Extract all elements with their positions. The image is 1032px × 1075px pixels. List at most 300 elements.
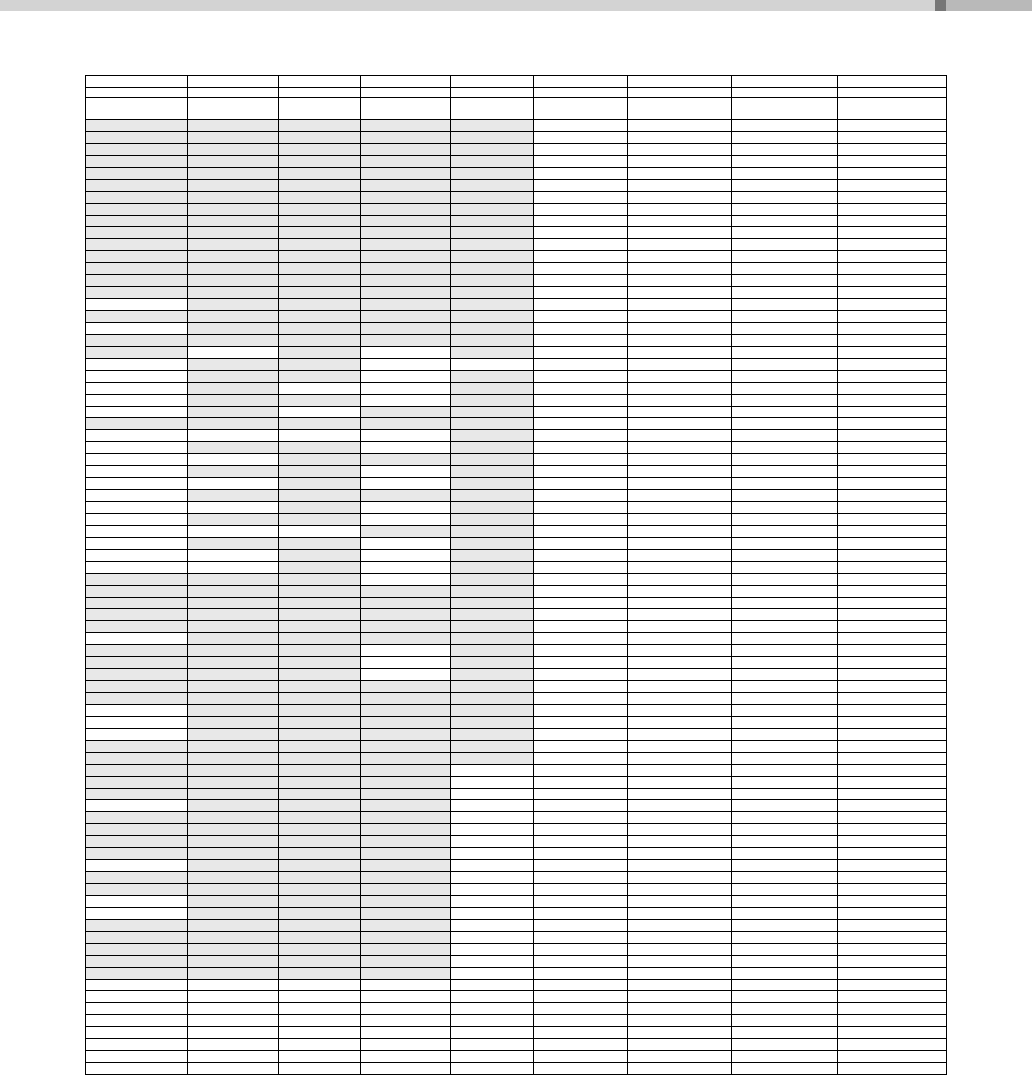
- table-cell: [86, 311, 188, 323]
- table-cell: [732, 120, 838, 132]
- table-cell: [732, 895, 838, 907]
- table-cell: [361, 1003, 451, 1015]
- table-cell: [279, 131, 361, 143]
- table-cell: [188, 227, 279, 239]
- table-cell: [628, 716, 732, 728]
- table-cell: [279, 860, 361, 872]
- table-cell: [534, 466, 628, 478]
- table-cell: [451, 943, 534, 955]
- table-cell: [838, 633, 947, 645]
- table-cell: [732, 681, 838, 693]
- table-cell: [279, 561, 361, 573]
- table-cell: [279, 967, 361, 979]
- table-cell: [628, 394, 732, 406]
- table-row: [86, 597, 947, 609]
- table-cell: [628, 76, 732, 88]
- table-cell: [86, 1051, 188, 1063]
- table-cell: [628, 311, 732, 323]
- table-cell: [838, 621, 947, 633]
- table-cell: [279, 740, 361, 752]
- table-cell: [838, 299, 947, 311]
- table-cell: [451, 513, 534, 525]
- table-cell: [732, 872, 838, 884]
- table-row: [86, 621, 947, 633]
- table-cell: [279, 1027, 361, 1039]
- table-header-cell: [361, 98, 451, 120]
- table-cell: [188, 1015, 279, 1027]
- table-cell: [838, 430, 947, 442]
- table-cell: [279, 263, 361, 275]
- table-cell: [451, 884, 534, 896]
- table-cell: [628, 585, 732, 597]
- table-cell: [732, 1003, 838, 1015]
- table-cell: [451, 824, 534, 836]
- table-cell: [534, 704, 628, 716]
- table-cell: [86, 370, 188, 382]
- table-cell: [451, 549, 534, 561]
- table-row: [86, 537, 947, 549]
- table-cell: [188, 728, 279, 740]
- table-cell: [628, 860, 732, 872]
- table-row: [86, 549, 947, 561]
- table-cell: [86, 358, 188, 370]
- table-cell: [838, 884, 947, 896]
- table-row: [86, 251, 947, 263]
- table-cell: [534, 967, 628, 979]
- table-cell: [628, 836, 732, 848]
- table-cell: [361, 76, 451, 88]
- table-cell: [732, 358, 838, 370]
- table-row: [86, 573, 947, 585]
- table-cell: [451, 382, 534, 394]
- table-cell: [361, 549, 451, 561]
- table-cell: [86, 860, 188, 872]
- table-cell: [451, 860, 534, 872]
- table-cell: [838, 728, 947, 740]
- table-cell: [838, 537, 947, 549]
- table-cell: [361, 418, 451, 430]
- table-cell: [361, 155, 451, 167]
- table-cell: [86, 788, 188, 800]
- table-cell: [534, 120, 628, 132]
- table-cell: [451, 991, 534, 1003]
- table-cell: [838, 358, 947, 370]
- table-cell: [838, 334, 947, 346]
- table-cell: [279, 358, 361, 370]
- table-cell: [279, 645, 361, 657]
- table-cell: [361, 716, 451, 728]
- table-cell: [628, 728, 732, 740]
- table-cell: [534, 418, 628, 430]
- table-cell: [838, 322, 947, 334]
- table-cell: [188, 597, 279, 609]
- table-cell: [732, 251, 838, 263]
- table-cell: [86, 764, 188, 776]
- table-cell: [732, 561, 838, 573]
- table-cell: [279, 215, 361, 227]
- table-cell: [279, 872, 361, 884]
- table-cell: [732, 704, 838, 716]
- table-cell: [534, 872, 628, 884]
- table-cell: [628, 502, 732, 514]
- table-cell: [732, 513, 838, 525]
- table-cell: [279, 597, 361, 609]
- table-cell: [361, 967, 451, 979]
- table-cell: [628, 513, 732, 525]
- top-bar-tab-marker: [935, 0, 946, 11]
- table-cell: [451, 585, 534, 597]
- table-cell: [361, 704, 451, 716]
- table-row: [86, 752, 947, 764]
- table-cell: [628, 824, 732, 836]
- table-cell: [628, 179, 732, 191]
- table-cell: [628, 334, 732, 346]
- table-cell: [451, 681, 534, 693]
- table-cell: [732, 406, 838, 418]
- table-cell: [279, 466, 361, 478]
- table-cell: [86, 979, 188, 991]
- table-cell: [451, 872, 534, 884]
- table-cell: [732, 633, 838, 645]
- table-cell: [451, 728, 534, 740]
- table-cell: [451, 645, 534, 657]
- table-cell: [451, 848, 534, 860]
- table-row: [86, 299, 947, 311]
- table-cell: [361, 740, 451, 752]
- table-cell: [732, 88, 838, 98]
- table-cell: [628, 669, 732, 681]
- table-cell: [361, 311, 451, 323]
- table-cell: [188, 931, 279, 943]
- table-cell: [628, 561, 732, 573]
- table-cell: [361, 1063, 451, 1075]
- table-cell: [628, 573, 732, 585]
- table-cell: [188, 155, 279, 167]
- table-row: [86, 967, 947, 979]
- table-cell: [86, 334, 188, 346]
- table-cell: [188, 657, 279, 669]
- table-cell: [451, 88, 534, 98]
- table-cell: [188, 609, 279, 621]
- table-cell: [838, 991, 947, 1003]
- table-cell: [86, 466, 188, 478]
- table-cell: [628, 167, 732, 179]
- table-row: [86, 430, 947, 442]
- table-cell: [188, 251, 279, 263]
- table-cell: [534, 143, 628, 155]
- table-cell: [188, 884, 279, 896]
- table-cell: [732, 848, 838, 860]
- table-cell: [279, 275, 361, 287]
- table-cell: [451, 346, 534, 358]
- table-cell: [838, 466, 947, 478]
- table-row: [86, 513, 947, 525]
- table-cell: [188, 848, 279, 860]
- table-cell: [732, 621, 838, 633]
- table-cell: [451, 143, 534, 155]
- table-cell: [279, 979, 361, 991]
- table-cell: [86, 800, 188, 812]
- table-cell: [451, 776, 534, 788]
- table-cell: [86, 525, 188, 537]
- table-cell: [628, 131, 732, 143]
- table-row: [86, 872, 947, 884]
- table-cell: [188, 836, 279, 848]
- table-cell: [361, 1015, 451, 1027]
- table-cell: [628, 358, 732, 370]
- table-cell: [628, 657, 732, 669]
- table-cell: [361, 275, 451, 287]
- table-cell: [86, 752, 188, 764]
- table-cell: [279, 513, 361, 525]
- table-cell: [732, 466, 838, 478]
- table-cell: [86, 1039, 188, 1051]
- table-cell: [628, 633, 732, 645]
- table-cell: [534, 227, 628, 239]
- table-cell: [188, 442, 279, 454]
- table-cell: [838, 776, 947, 788]
- table-cell: [534, 645, 628, 657]
- table-cell: [451, 907, 534, 919]
- table-cell: [361, 669, 451, 681]
- table-cell: [628, 263, 732, 275]
- table-cell: [451, 167, 534, 179]
- table-cell: [838, 1027, 947, 1039]
- table-cell: [628, 609, 732, 621]
- table-cell: [534, 919, 628, 931]
- table-cell: [188, 346, 279, 358]
- table-cell: [451, 454, 534, 466]
- table-cell: [534, 943, 628, 955]
- table-cell: [361, 561, 451, 573]
- table-cell: [628, 287, 732, 299]
- table-cell: [732, 382, 838, 394]
- table-cell: [534, 322, 628, 334]
- table-cell: [451, 394, 534, 406]
- table-cell: [361, 836, 451, 848]
- table-row: [86, 681, 947, 693]
- table-cell: [451, 812, 534, 824]
- table-cell: [279, 346, 361, 358]
- table-cell: [628, 143, 732, 155]
- table-cell: [451, 239, 534, 251]
- table-row: [86, 311, 947, 323]
- table-cell: [86, 88, 188, 98]
- table-cell: [188, 716, 279, 728]
- table-cell: [361, 693, 451, 705]
- table-row: [86, 131, 947, 143]
- table-cell: [86, 155, 188, 167]
- table-cell: [628, 442, 732, 454]
- table-header-cell: [628, 98, 732, 120]
- table-row: [86, 907, 947, 919]
- table-cell: [361, 728, 451, 740]
- table-header-cell: [534, 98, 628, 120]
- table-cell: [188, 824, 279, 836]
- table-cell: [86, 215, 188, 227]
- table-cell: [188, 633, 279, 645]
- table-cell: [86, 991, 188, 1003]
- table-row: [86, 955, 947, 967]
- table-cell: [838, 502, 947, 514]
- table-cell: [86, 1003, 188, 1015]
- table-cell: [534, 478, 628, 490]
- table-cell: [838, 346, 947, 358]
- table-cell: [732, 287, 838, 299]
- table-cell: [361, 120, 451, 132]
- table-cell: [188, 967, 279, 979]
- table-cell: [361, 502, 451, 514]
- table-cell: [628, 1051, 732, 1063]
- table-cell: [279, 1051, 361, 1063]
- table-row: [86, 442, 947, 454]
- table-cell: [534, 311, 628, 323]
- table-cell: [188, 179, 279, 191]
- table-cell: [732, 776, 838, 788]
- table-cell: [279, 812, 361, 824]
- table-cell: [534, 394, 628, 406]
- table-cell: [534, 179, 628, 191]
- table-cell: [732, 740, 838, 752]
- table-cell: [361, 895, 451, 907]
- table-cell: [628, 370, 732, 382]
- table-cell: [838, 215, 947, 227]
- table-cell: [732, 812, 838, 824]
- table-row: [86, 454, 947, 466]
- table-cell: [732, 311, 838, 323]
- table-cell: [838, 657, 947, 669]
- table-cell: [838, 645, 947, 657]
- table-cell: [628, 203, 732, 215]
- table-cell: [534, 406, 628, 418]
- table-cell: [361, 979, 451, 991]
- table-cell: [361, 788, 451, 800]
- table-cell: [838, 895, 947, 907]
- table-cell: [534, 1027, 628, 1039]
- table-cell: [86, 430, 188, 442]
- table-cell: [188, 311, 279, 323]
- table-cell: [628, 251, 732, 263]
- table-row: [86, 788, 947, 800]
- table-cell: [732, 537, 838, 549]
- table-cell: [732, 907, 838, 919]
- table-cell: [628, 597, 732, 609]
- table-cell: [279, 693, 361, 705]
- table-cell: [86, 657, 188, 669]
- table-cell: [838, 513, 947, 525]
- table-cell: [838, 704, 947, 716]
- table-cell: [361, 991, 451, 1003]
- table-cell: [451, 800, 534, 812]
- table-cell: [361, 179, 451, 191]
- table-cell: [732, 585, 838, 597]
- table-header-row: [86, 98, 947, 120]
- table-cell: [361, 442, 451, 454]
- table-cell: [534, 657, 628, 669]
- table-header-cell: [188, 98, 279, 120]
- table-cell: [534, 299, 628, 311]
- table-cell: [279, 191, 361, 203]
- table-cell: [279, 931, 361, 943]
- table-cell: [628, 848, 732, 860]
- table-cell: [188, 621, 279, 633]
- table-cell: [188, 1039, 279, 1051]
- table-cell: [732, 919, 838, 931]
- table-cell: [628, 943, 732, 955]
- table-cell: [86, 502, 188, 514]
- table-cell: [451, 752, 534, 764]
- table-row: [86, 155, 947, 167]
- table-cell: [361, 752, 451, 764]
- table-cell: [838, 573, 947, 585]
- table-cell: [838, 490, 947, 502]
- table-cell: [534, 836, 628, 848]
- table-cell: [451, 740, 534, 752]
- table-cell: [361, 645, 451, 657]
- table-cell: [279, 227, 361, 239]
- table-cell: [188, 167, 279, 179]
- table-cell: [188, 549, 279, 561]
- table-cell: [279, 991, 361, 1003]
- table-cell: [188, 895, 279, 907]
- table-cell: [451, 609, 534, 621]
- table-cell: [86, 203, 188, 215]
- table-cell: [628, 430, 732, 442]
- table-cell: [534, 752, 628, 764]
- table-cell: [838, 418, 947, 430]
- table-cell: [732, 275, 838, 287]
- table-cell: [451, 406, 534, 418]
- table-cell: [86, 346, 188, 358]
- table-cell: [86, 1063, 188, 1075]
- table-cell: [628, 812, 732, 824]
- table-cell: [361, 143, 451, 155]
- table-cell: [361, 884, 451, 896]
- table-cell: [86, 394, 188, 406]
- table-cell: [188, 525, 279, 537]
- table-cell: [86, 549, 188, 561]
- table-cell: [188, 478, 279, 490]
- table-cell: [86, 382, 188, 394]
- table-cell: [86, 824, 188, 836]
- table-cell: [838, 848, 947, 860]
- table-row: [86, 478, 947, 490]
- table-cell: [534, 525, 628, 537]
- table-cell: [534, 334, 628, 346]
- table-cell: [361, 907, 451, 919]
- table-cell: [534, 931, 628, 943]
- table-cell: [838, 179, 947, 191]
- table-cell: [188, 800, 279, 812]
- table-cell: [534, 275, 628, 287]
- table-cell: [361, 585, 451, 597]
- table-cell: [732, 1027, 838, 1039]
- table-cell: [838, 740, 947, 752]
- table-cell: [279, 143, 361, 155]
- table-cell: [628, 418, 732, 430]
- table-cell: [628, 382, 732, 394]
- table-cell: [188, 776, 279, 788]
- table-cell: [361, 800, 451, 812]
- table-cell: [534, 370, 628, 382]
- table-cell: [451, 919, 534, 931]
- table-cell: [838, 931, 947, 943]
- table-cell: [361, 346, 451, 358]
- table-row: [86, 716, 947, 728]
- table-header-cell: [732, 98, 838, 120]
- table-cell: [86, 943, 188, 955]
- table-row: [86, 704, 947, 716]
